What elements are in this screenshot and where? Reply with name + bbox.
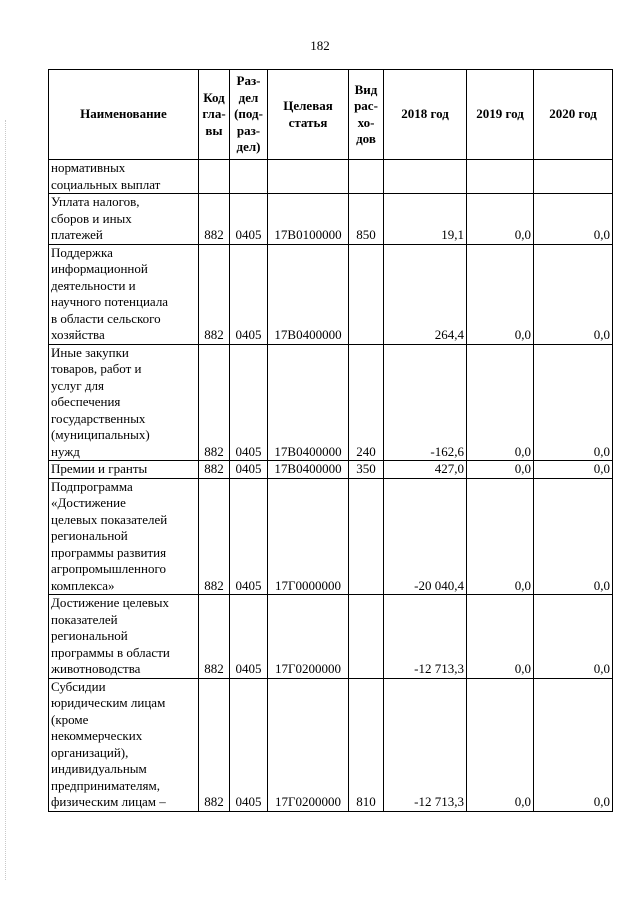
cell-2020 bbox=[534, 160, 613, 194]
cell-code: 882 bbox=[199, 595, 230, 679]
cell-2018: -20 040,4 bbox=[384, 478, 467, 595]
cell-target: 17Г0200000 bbox=[268, 678, 349, 811]
cell-2020: 0,0 bbox=[534, 244, 613, 344]
header-type: Вид рас- хо- дов bbox=[349, 70, 384, 160]
cell-code: 882 bbox=[199, 244, 230, 344]
header-2020: 2020 год bbox=[534, 70, 613, 160]
cell-name: нормативных социальных выплат bbox=[49, 160, 199, 194]
cell-section: 0405 bbox=[230, 678, 268, 811]
cell-2018: 19,1 bbox=[384, 194, 467, 245]
table-row bbox=[49, 160, 613, 194]
cell-2019: 0,0 bbox=[467, 595, 534, 679]
header-2018: 2018 год bbox=[384, 70, 467, 160]
cell-2020: 0,0 bbox=[534, 344, 613, 461]
header-2019: 2019 год bbox=[467, 70, 534, 160]
table-row bbox=[49, 344, 613, 461]
table-row bbox=[49, 244, 613, 344]
cell-section: 0405 bbox=[230, 244, 268, 344]
cell-type: 240 bbox=[349, 344, 384, 461]
cell-2019: 0,0 bbox=[467, 194, 534, 245]
budget-table bbox=[48, 69, 613, 812]
cell-type: 810 bbox=[349, 678, 384, 811]
cell-name: Уплата налогов, сборов и иных платежей bbox=[49, 194, 199, 245]
cell-2019: 0,0 bbox=[467, 678, 534, 811]
cell-section: 0405 bbox=[230, 194, 268, 245]
page-number: 182 bbox=[310, 38, 330, 53]
cell-code: 882 bbox=[199, 461, 230, 479]
table-row bbox=[49, 678, 613, 811]
header-section: Раз- дел (под- раз- дел) bbox=[230, 70, 268, 160]
cell-section bbox=[230, 160, 268, 194]
table-row bbox=[49, 595, 613, 679]
header-row bbox=[49, 70, 613, 160]
cell-target bbox=[268, 160, 349, 194]
cell-2019 bbox=[467, 160, 534, 194]
cell-code: 882 bbox=[199, 344, 230, 461]
cell-2019: 0,0 bbox=[467, 344, 534, 461]
cell-name: Премии и гранты bbox=[49, 461, 199, 479]
cell-2020: 0,0 bbox=[534, 194, 613, 245]
cell-section: 0405 bbox=[230, 595, 268, 679]
cell-name: Достижение целевых показателей региональной программы в области животноводства bbox=[49, 595, 199, 679]
cell-2019: 0,0 bbox=[467, 244, 534, 344]
page-edge-line bbox=[5, 120, 6, 880]
header-target: Целевая статья bbox=[268, 70, 349, 160]
cell-name: Подпрограмма «Достижение целевых показателей региональной программы развития агропромышленного комплекса» bbox=[49, 478, 199, 595]
cell-section: 0405 bbox=[230, 478, 268, 595]
cell-2019: 0,0 bbox=[467, 478, 534, 595]
cell-target: 17В0400000 bbox=[268, 244, 349, 344]
table-row bbox=[49, 478, 613, 595]
cell-2018 bbox=[384, 160, 467, 194]
cell-code: 882 bbox=[199, 194, 230, 245]
cell-code: 882 bbox=[199, 678, 230, 811]
cell-type bbox=[349, 160, 384, 194]
cell-2018: -162,6 bbox=[384, 344, 467, 461]
cell-target: 17В0100000 bbox=[268, 194, 349, 245]
cell-section: 0405 bbox=[230, 461, 268, 479]
cell-target: 17Г0200000 bbox=[268, 595, 349, 679]
cell-2020: 0,0 bbox=[534, 461, 613, 479]
cell-target: 17В0400000 bbox=[268, 344, 349, 461]
header-name: Наименование bbox=[49, 70, 199, 160]
cell-2020: 0,0 bbox=[534, 478, 613, 595]
cell-type bbox=[349, 478, 384, 595]
cell-name: Поддержка информационной деятельности и научного потенциала в области сельского хозяйства bbox=[49, 244, 199, 344]
cell-section: 0405 bbox=[230, 344, 268, 461]
table-row bbox=[49, 461, 613, 479]
cell-2020: 0,0 bbox=[534, 678, 613, 811]
header-code: Код гла- вы bbox=[199, 70, 230, 160]
cell-2020: 0,0 bbox=[534, 595, 613, 679]
cell-type bbox=[349, 595, 384, 679]
cell-code: 882 bbox=[199, 478, 230, 595]
cell-name: Иные закупки товаров, работ и услуг для обеспечения государственных (муниципальных) нужд bbox=[49, 344, 199, 461]
cell-target: 17Г0000000 bbox=[268, 478, 349, 595]
table-row bbox=[49, 194, 613, 245]
cell-2018: 427,0 bbox=[384, 461, 467, 479]
cell-type: 850 bbox=[349, 194, 384, 245]
cell-type: 350 bbox=[349, 461, 384, 479]
cell-type bbox=[349, 244, 384, 344]
cell-name: Субсидии юридическим лицам (кроме некоммерческих организаций), индивидуальным предпринимателям, физическим лицам – bbox=[49, 678, 199, 811]
cell-2018: -12 713,3 bbox=[384, 678, 467, 811]
cell-target: 17В0400000 bbox=[268, 461, 349, 479]
cell-2018: -12 713,3 bbox=[384, 595, 467, 679]
cell-code bbox=[199, 160, 230, 194]
cell-2019: 0,0 bbox=[467, 461, 534, 479]
cell-2018: 264,4 bbox=[384, 244, 467, 344]
